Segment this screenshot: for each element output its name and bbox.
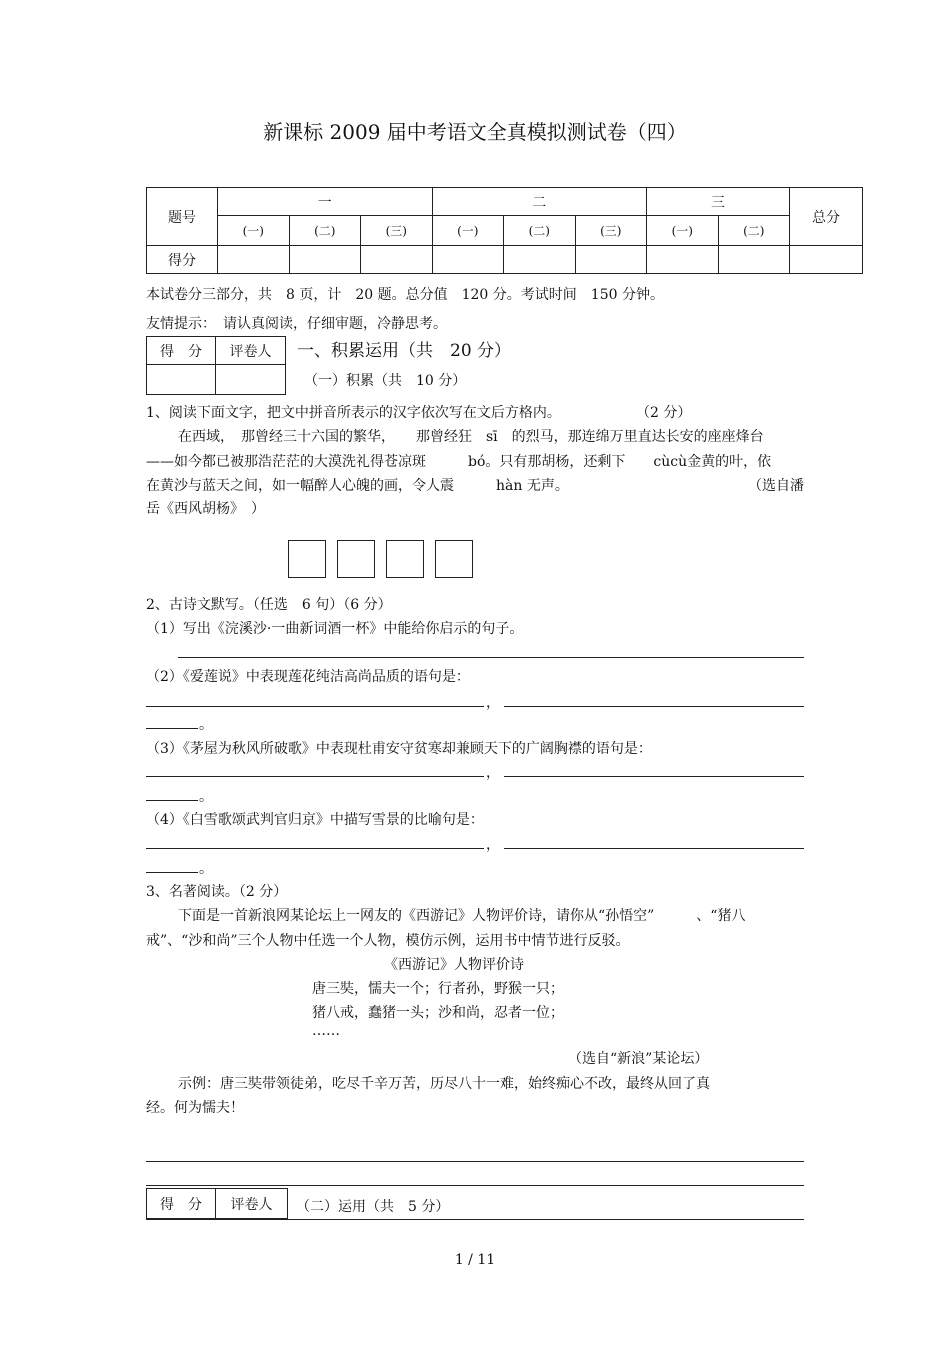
score-cell[interactable]	[289, 246, 361, 274]
poem-title: 《西游记》人物评价诗	[384, 957, 524, 973]
grader-score-label: 得 分	[147, 1189, 216, 1219]
answer-box[interactable]	[435, 540, 473, 578]
score-label: 得分	[147, 246, 218, 274]
score-cell[interactable]	[790, 246, 863, 274]
example-line: 经。何为懦夫！	[146, 1100, 244, 1116]
q2-stem: 2、古诗文默写。（任选 6 句）（6 分）	[146, 597, 392, 613]
score-cell[interactable]	[647, 246, 719, 274]
q1-points: （2 分）	[636, 405, 692, 421]
score-table	[146, 187, 863, 274]
part-header: 二	[432, 188, 647, 216]
total-label: 总分	[790, 188, 863, 246]
answer-line[interactable]	[504, 706, 804, 707]
sub-header: (一)	[432, 216, 504, 246]
grader-name-cell[interactable]	[216, 365, 286, 395]
poem-source: （选自“新浪”某论坛）	[568, 1051, 709, 1067]
comma: ，	[486, 837, 500, 853]
score-cell[interactable]	[718, 246, 790, 274]
q1-text-line: ——如今都已被那浩茫茫的大漠洗礼得苍凉斑 bó。只有那胡杨，还剩下 cùcù金黄的叶，依	[146, 454, 772, 470]
sub-header: (二)	[504, 216, 576, 246]
poem-line: 猪八戒，蠢猪一头；沙和尚，忍者一位；	[312, 1005, 564, 1021]
part-header: 一	[218, 188, 433, 216]
comma: ，	[486, 695, 500, 711]
q1-source-start: （选自潘	[748, 478, 804, 494]
subsection-heading: （一）积累（共 10 分）	[304, 373, 467, 389]
q3-text-line: 戒”、“沙和尚”三个人物中任选一个人物，模仿示例，运用书中情节进行反驳。	[146, 933, 630, 949]
score-cell[interactable]	[504, 246, 576, 274]
q1-text-line: 在黄沙与蓝天之间，如一幅醉人心魄的画，令人震 hàn 无声。	[146, 478, 569, 494]
grader-name-label: 评卷人	[216, 337, 286, 365]
period: 。	[199, 789, 213, 805]
period: 。	[199, 861, 213, 877]
subsection-heading: （二）运用（共 5 分）	[296, 1199, 450, 1215]
answer-line[interactable]	[146, 872, 198, 873]
q2-item: （4）《白雪歌颂武判官归京》中描写雪景的比喻句是：	[146, 812, 484, 828]
answer-line[interactable]	[146, 800, 198, 801]
answer-line[interactable]	[146, 776, 484, 777]
friendly-tip: 友情提示： 请认真阅读，仔细审题，冷静思考。	[146, 316, 447, 332]
answer-line[interactable]	[504, 848, 804, 849]
page-title: 新课标 2009 届中考语文全真模拟测试卷（四）	[263, 120, 687, 144]
divider	[146, 1185, 804, 1186]
part-header: 三	[647, 188, 790, 216]
sub-header: (二)	[289, 216, 361, 246]
exam-intro: 本试卷分三部分，共 8 页，计 20 题。总分值 120 分。考试时间 150 分钟。	[146, 287, 664, 303]
q1-stem: 1、阅读下面文字，把文中拼音所表示的汉字依次写在文后方格内。	[146, 405, 561, 421]
q3-text-line: 下面是一首新浪网某论坛上一网友的《西游记》人物评价诗，请你从“孙悟空” 、“猪八	[178, 908, 746, 924]
q2-item: （1）写出《浣溪沙·一曲新词酒一杯》中能给你启示的句子。	[146, 621, 524, 637]
divider	[146, 1219, 804, 1220]
q1-text-line: 在西域， 那曾经三十六国的繁华， 那曾经狂 sī 的烈马，那连绵万里直达长安的座座烽台	[178, 429, 764, 445]
sub-header: (一)	[647, 216, 719, 246]
score-cell[interactable]	[432, 246, 504, 274]
answer-box[interactable]	[288, 540, 326, 578]
q2-item: （2）《爱莲说》中表现莲花纯洁高尚品质的语句是：	[146, 669, 470, 685]
answer-line[interactable]	[146, 728, 198, 729]
comma: ，	[486, 765, 500, 781]
example-line: 示例：唐三奘带领徒弟，吃尽千辛万苦，历尽八十一难，始终痴心不改，最终从回了真	[178, 1076, 710, 1092]
answer-line[interactable]	[146, 706, 484, 707]
answer-box[interactable]	[386, 540, 424, 578]
sub-header: (二)	[718, 216, 790, 246]
score-cell[interactable]	[218, 246, 290, 274]
score-cell[interactable]	[575, 246, 647, 274]
answer-line[interactable]	[146, 848, 484, 849]
sub-header: (三)	[575, 216, 647, 246]
sub-header: (一)	[218, 216, 290, 246]
page-number: 1 / 11	[454, 1252, 496, 1268]
poem-line: 唐三奘，懦夫一个；行者孙，野猴一只；	[312, 981, 564, 997]
poem-line: ……	[312, 1023, 340, 1039]
answer-line[interactable]	[178, 657, 804, 658]
grader-box	[146, 336, 286, 395]
grader-score-cell[interactable]	[147, 365, 216, 395]
grader-name-label: 评卷人	[216, 1189, 288, 1219]
answer-line[interactable]	[504, 776, 804, 777]
grader-box	[146, 1188, 288, 1219]
score-cell[interactable]	[361, 246, 433, 274]
question-number-label: 题号	[147, 188, 218, 246]
q2-item: （3）《茅屋为秋风所破歌》中表现杜甫安守贫寒却兼顾天下的广阔胸襟的语句是：	[146, 741, 652, 757]
sub-header: (三)	[361, 216, 433, 246]
section-heading: 一、积累运用（共 20 分）	[297, 341, 512, 361]
q3-stem: 3、名著阅读。（2 分）	[146, 884, 288, 900]
answer-line[interactable]	[146, 1161, 804, 1162]
period: 。	[199, 717, 213, 733]
answer-box[interactable]	[337, 540, 375, 578]
q1-text-line: 岳《西风胡杨》 ）	[146, 501, 265, 517]
grader-score-label: 得 分	[147, 337, 216, 365]
